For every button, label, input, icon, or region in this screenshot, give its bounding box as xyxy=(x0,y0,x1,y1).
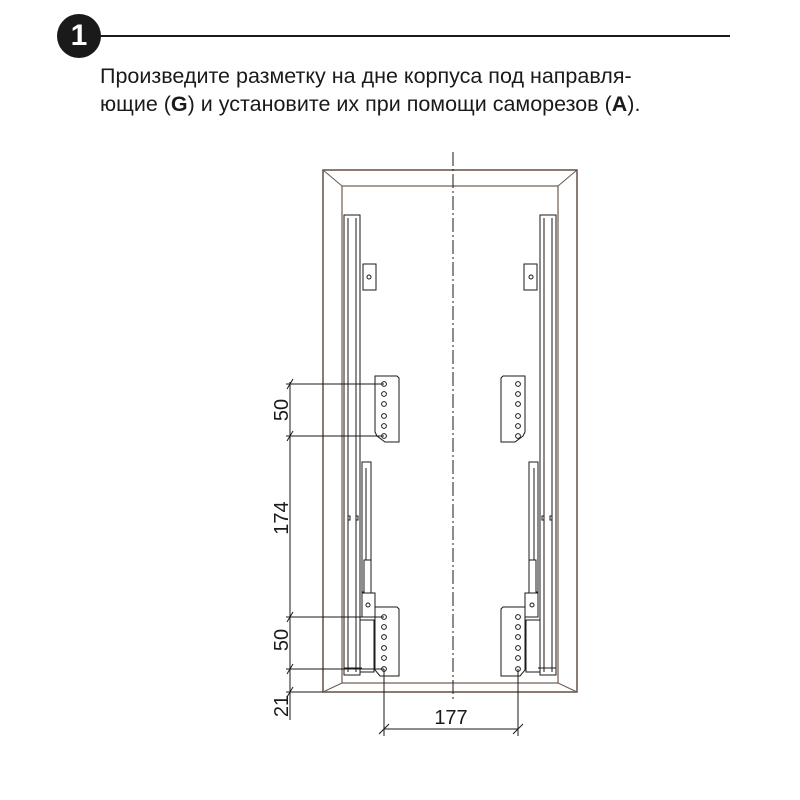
dimension-edge-21: 21 xyxy=(271,694,293,718)
screw-hole xyxy=(516,382,521,387)
screw-hole xyxy=(516,615,521,620)
part-label-a: A xyxy=(611,92,628,116)
step-number-badge: 1 xyxy=(57,14,101,58)
dimension-bottom-50: 50 xyxy=(271,628,293,652)
left-rear-mounting-plate xyxy=(375,376,399,442)
screw-hole xyxy=(516,434,521,439)
right-drawer-runner xyxy=(524,215,556,675)
right-rear-mounting-plate xyxy=(501,376,525,442)
screw-hole xyxy=(516,414,521,419)
screw-hole xyxy=(516,646,521,651)
dimension-top-50: 50 xyxy=(271,398,293,422)
screw-hole xyxy=(382,646,387,651)
cabinet-outline xyxy=(323,170,577,692)
instruction-line-2-middle: ) и установите их при помощи саморезов ( xyxy=(187,92,612,116)
screw-hole xyxy=(382,635,387,640)
screw-hole xyxy=(382,424,387,429)
left-drawer-runner xyxy=(344,215,376,675)
screw-hole xyxy=(516,635,521,640)
screw-hole xyxy=(516,656,521,661)
dimension-middle-174: 174 xyxy=(271,501,293,535)
screw-hole xyxy=(516,402,521,407)
screw-hole xyxy=(382,402,387,407)
instruction-line-2-start: ющие ( xyxy=(100,92,171,116)
screw-hole xyxy=(516,392,521,397)
instruction-line-1: Произведите разметку на дне корпуса под направля- xyxy=(100,64,632,88)
part-label-g: G xyxy=(170,92,188,116)
screw-hole xyxy=(382,625,387,630)
screw-hole xyxy=(516,625,521,630)
screw-hole xyxy=(382,414,387,419)
instruction-line-2-end: ). xyxy=(627,92,641,116)
screw-hole xyxy=(382,392,387,397)
screw-hole xyxy=(516,424,521,429)
screw-hole xyxy=(382,656,387,661)
right-front-mounting-plate xyxy=(501,607,525,676)
dimension-177: 177 xyxy=(434,707,468,729)
